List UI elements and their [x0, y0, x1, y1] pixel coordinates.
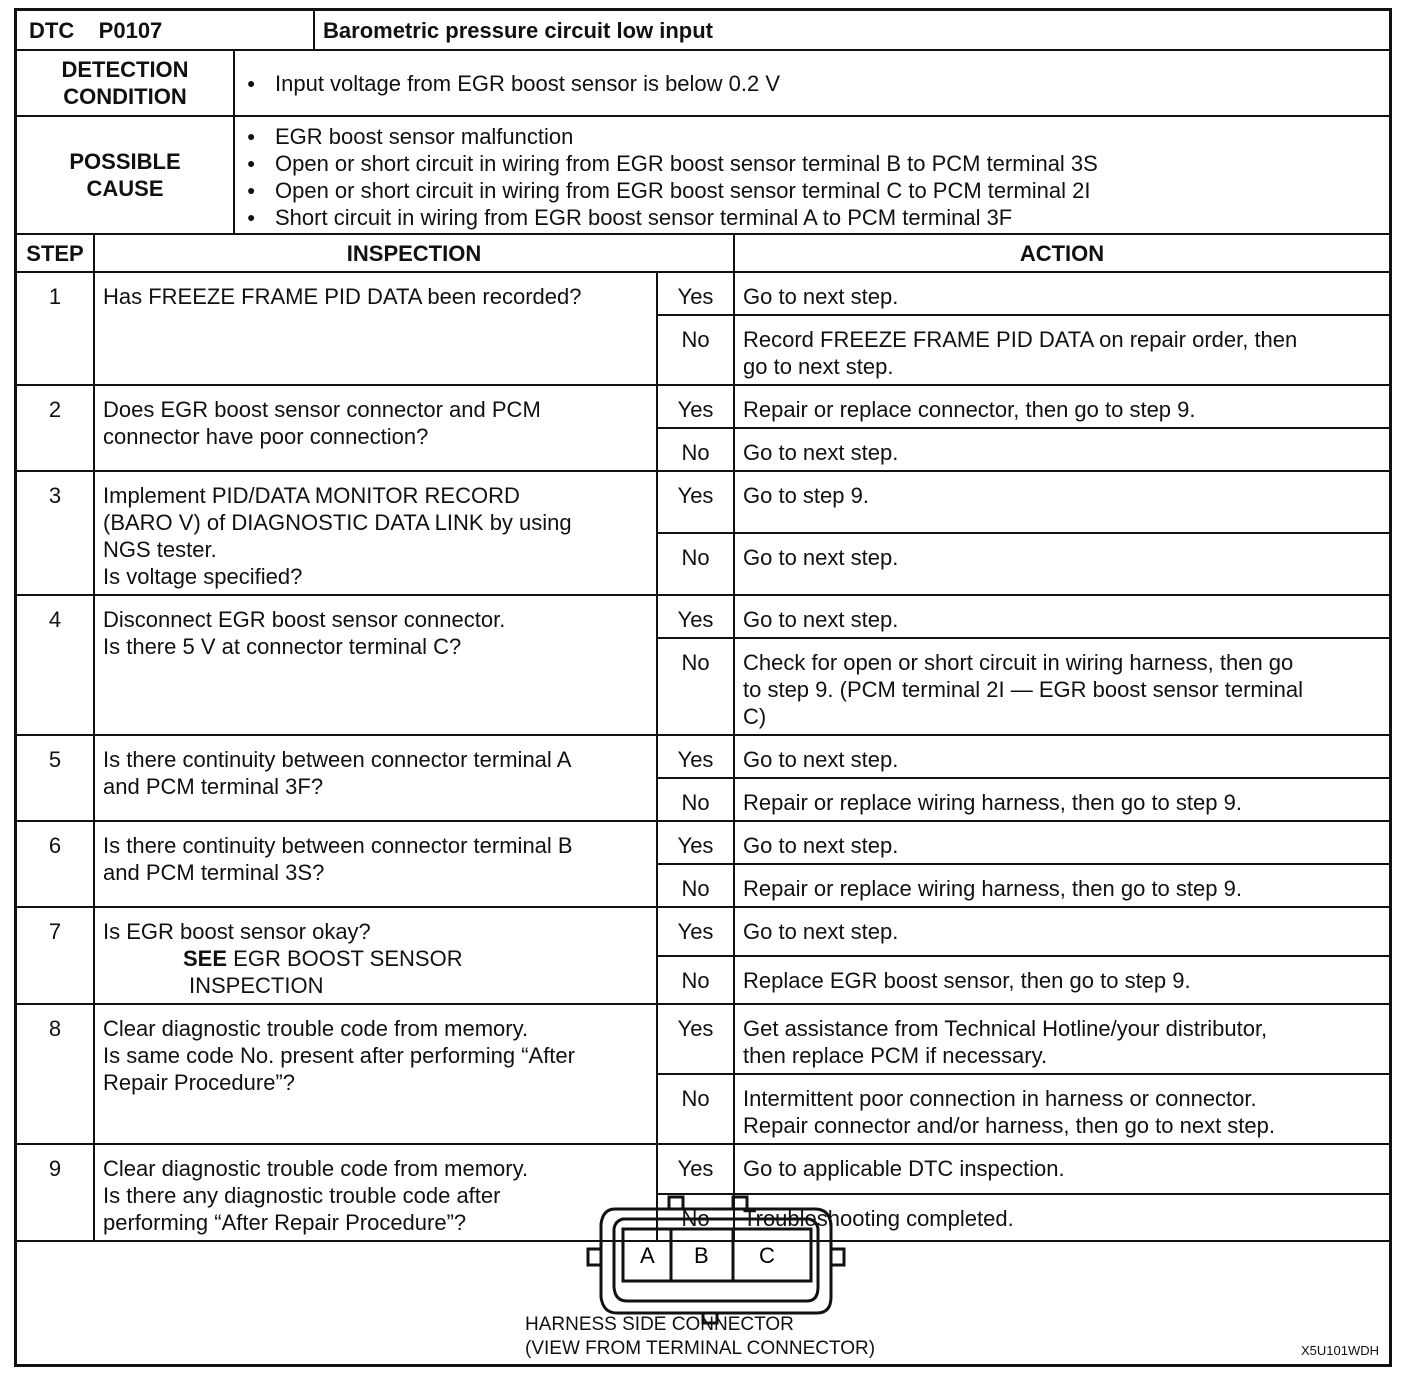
text-line: Go to next step. — [743, 284, 899, 309]
col-action: ACTION — [734, 234, 1390, 272]
text-line: Go to step 9. — [743, 483, 869, 508]
text-line: Is there continuity between connector terminal B — [103, 833, 573, 858]
text-line: Repair Procedure”? — [103, 1070, 295, 1095]
no-action — [734, 638, 1390, 735]
see-target-line2: INSPECTION — [189, 973, 324, 998]
text-line: Go to next step. — [743, 607, 899, 632]
bullet-item: ● Open or short circuit in wiring from EGR boost sensor terminal B to PCM terminal 3S — [247, 150, 1389, 177]
yes-label: Yes — [657, 272, 734, 315]
dtc-title: Barometric pressure circuit low input — [314, 10, 1390, 50]
text-line: Has FREEZE FRAME PID DATA been recorded? — [103, 284, 582, 309]
see-word: SEE — [183, 946, 228, 971]
detection-label — [16, 50, 234, 116]
step-inspection — [94, 1004, 657, 1144]
yes-label: Yes — [657, 821, 734, 864]
see-target: EGR BOOST SENSOR — [233, 946, 463, 971]
step-inspection — [94, 471, 657, 595]
text-line: Clear diagnostic trouble code from memory. — [103, 1016, 529, 1041]
yes-label: Yes — [657, 385, 734, 428]
yes-label: Yes — [657, 735, 734, 778]
text-line: Does EGR boost sensor connector and PCM — [103, 397, 541, 422]
text-line: Repair or replace wiring harness, then go to step 9. — [743, 876, 1242, 901]
step-number: 5 — [16, 735, 94, 821]
cause-label — [16, 116, 234, 234]
figure-code: X5U101WDH — [1300, 1343, 1379, 1358]
connector-caption-line2: (VIEW FROM TERMINAL CONNECTOR) — [525, 1338, 876, 1359]
step-row — [16, 821, 1390, 864]
step-number: 7 — [16, 907, 94, 1004]
text-line: and PCM terminal 3F? — [103, 774, 324, 799]
connector-body — [588, 1197, 844, 1323]
text-line: Is there any diagnostic trouble code after — [103, 1183, 501, 1208]
yes-action — [734, 272, 1390, 315]
yes-label: Yes — [657, 595, 734, 638]
no-label: No — [657, 956, 734, 1005]
terminal-b: B — [694, 1243, 709, 1268]
text-line: Is there continuity between connector terminal A — [103, 747, 572, 772]
bullet-item: ● Input voltage from EGR boost sensor is below 0.2 V — [247, 70, 1389, 97]
possible-cause — [234, 116, 1390, 234]
text-line: Record FREEZE FRAME PID DATA on repair order, then — [743, 327, 1298, 352]
step-row — [16, 595, 1390, 638]
step-inspection — [94, 595, 657, 735]
step-row — [16, 385, 1390, 428]
yes-label: Yes — [657, 1004, 734, 1074]
yes-action — [734, 907, 1390, 956]
text-line: Is same code No. present after performing “After — [103, 1043, 575, 1068]
text-line: Intermittent poor connection in harness or connector. — [743, 1086, 1257, 1111]
text-line: Repair connector and/or harness, then go to next step. — [743, 1113, 1275, 1138]
text-line: Go to next step. — [743, 440, 899, 465]
condition-table — [15, 49, 1391, 235]
no-label: No — [657, 638, 734, 735]
cause-list — [235, 123, 1389, 231]
cause-label-line2: CAUSE — [86, 176, 164, 201]
header-table — [15, 9, 1391, 51]
connector-caption-line1: HARNESS SIDE CONNECTOR — [525, 1314, 794, 1335]
step-number: 4 — [16, 595, 94, 735]
diagnostic-document — [14, 8, 1392, 1367]
step-inspection — [94, 735, 657, 821]
step-row — [16, 735, 1390, 778]
text-line: Go to next step. — [743, 747, 899, 772]
dtc-id — [16, 10, 314, 50]
text-line: Implement PID/DATA MONITOR RECORD — [103, 483, 520, 508]
no-label: No — [657, 864, 734, 907]
col-step: STEP — [16, 234, 94, 272]
no-action — [734, 778, 1390, 821]
cause-label-line1: POSSIBLE — [69, 149, 181, 174]
terminal-a: A — [640, 1243, 655, 1268]
yes-action — [734, 595, 1390, 638]
text-line: connector have poor connection? — [103, 424, 429, 449]
text-line: performing “After Repair Procedure”? — [103, 1210, 467, 1235]
no-label: No — [657, 533, 734, 595]
text-line: Get assistance from Technical Hotline/your distributor, — [743, 1016, 1268, 1041]
yes-action — [734, 821, 1390, 864]
see-reference — [103, 945, 648, 972]
yes-label: Yes — [657, 1144, 734, 1194]
text-line: Is EGR boost sensor okay? — [103, 919, 371, 944]
text-line: Disconnect EGR boost sensor connector. — [103, 607, 506, 632]
text-line: (BARO V) of DIAGNOSTIC DATA LINK by using — [103, 510, 572, 535]
text-line: Go to next step. — [743, 919, 899, 944]
text-line: NGS tester. — [103, 537, 217, 562]
step-row — [16, 1004, 1390, 1074]
steps-body — [16, 272, 1390, 1241]
text-line: go to next step. — [743, 354, 894, 379]
no-label: No — [657, 778, 734, 821]
step-number: 6 — [16, 821, 94, 907]
yes-action — [734, 1004, 1390, 1074]
yes-label: Yes — [657, 907, 734, 956]
col-inspection: INSPECTION — [94, 234, 734, 272]
text-line: Go to next step. — [743, 545, 899, 570]
yes-action — [734, 385, 1390, 428]
no-action — [734, 533, 1390, 595]
step-inspection — [94, 907, 657, 1004]
text-line: Check for open or short circuit in wiring harness, then go — [743, 650, 1294, 675]
text-line: Is there 5 V at connector terminal C? — [103, 634, 462, 659]
step-number: 1 — [16, 272, 94, 385]
detection-list — [235, 70, 1389, 97]
text-line: Replace EGR boost sensor, then go to step 9. — [743, 967, 1191, 993]
no-action — [734, 956, 1390, 1005]
text-line: Clear diagnostic trouble code from memory. — [103, 1156, 529, 1181]
bullet-item: ● EGR boost sensor malfunction — [247, 123, 1389, 150]
yes-action — [734, 735, 1390, 778]
dtc-code: P0107 — [98, 17, 163, 43]
step-number: 3 — [16, 471, 94, 595]
text-line: Go to applicable DTC inspection. — [743, 1156, 1065, 1181]
detection-condition — [234, 50, 1390, 116]
no-label: No — [657, 1074, 734, 1144]
dtc-label: DTC — [29, 17, 75, 43]
text-line: to step 9. (PCM terminal 2I — EGR boost sensor terminal — [743, 677, 1303, 702]
no-action — [734, 864, 1390, 907]
no-label: No — [657, 428, 734, 471]
text-line: then replace PCM if necessary. — [743, 1043, 1048, 1068]
bullet-item: ● Short circuit in wiring from EGR boost sensor terminal A to PCM terminal 3F — [247, 204, 1389, 231]
step-row — [16, 272, 1390, 315]
step-inspection — [94, 272, 657, 385]
text-line: Repair or replace wiring harness, then go to step 9. — [743, 790, 1242, 815]
text-line: and PCM terminal 3S? — [103, 860, 325, 885]
step-number: 2 — [16, 385, 94, 471]
text-line: Go to next step. — [743, 833, 899, 858]
text-line: C) — [743, 704, 767, 729]
no-label: No — [657, 1194, 734, 1241]
steps-table — [15, 233, 1391, 1242]
text-line: Is voltage specified? — [103, 564, 303, 589]
step-inspection — [94, 385, 657, 471]
yes-action — [734, 471, 1390, 533]
no-label: No — [657, 315, 734, 385]
step-number: 9 — [16, 1144, 94, 1241]
step-row — [16, 471, 1390, 533]
connector-caption — [525, 1313, 875, 1361]
step-number: 8 — [16, 1004, 94, 1144]
bullet-item: ● Open or short circuit in wiring from EGR boost sensor terminal C to PCM terminal 2I — [247, 177, 1389, 204]
step-inspection — [94, 821, 657, 907]
no-action — [734, 315, 1390, 385]
detection-label-line1: DETECTION — [61, 57, 189, 82]
terminal-c: C — [759, 1243, 775, 1268]
no-action — [734, 428, 1390, 471]
detection-label-line2: CONDITION — [63, 84, 187, 109]
yes-label: Yes — [657, 471, 734, 533]
no-action — [734, 1074, 1390, 1144]
text-line: Troubleshooting completed. — [743, 1205, 1014, 1231]
step-row — [16, 907, 1390, 956]
text-line: Repair or replace connector, then go to step 9. — [743, 397, 1196, 422]
